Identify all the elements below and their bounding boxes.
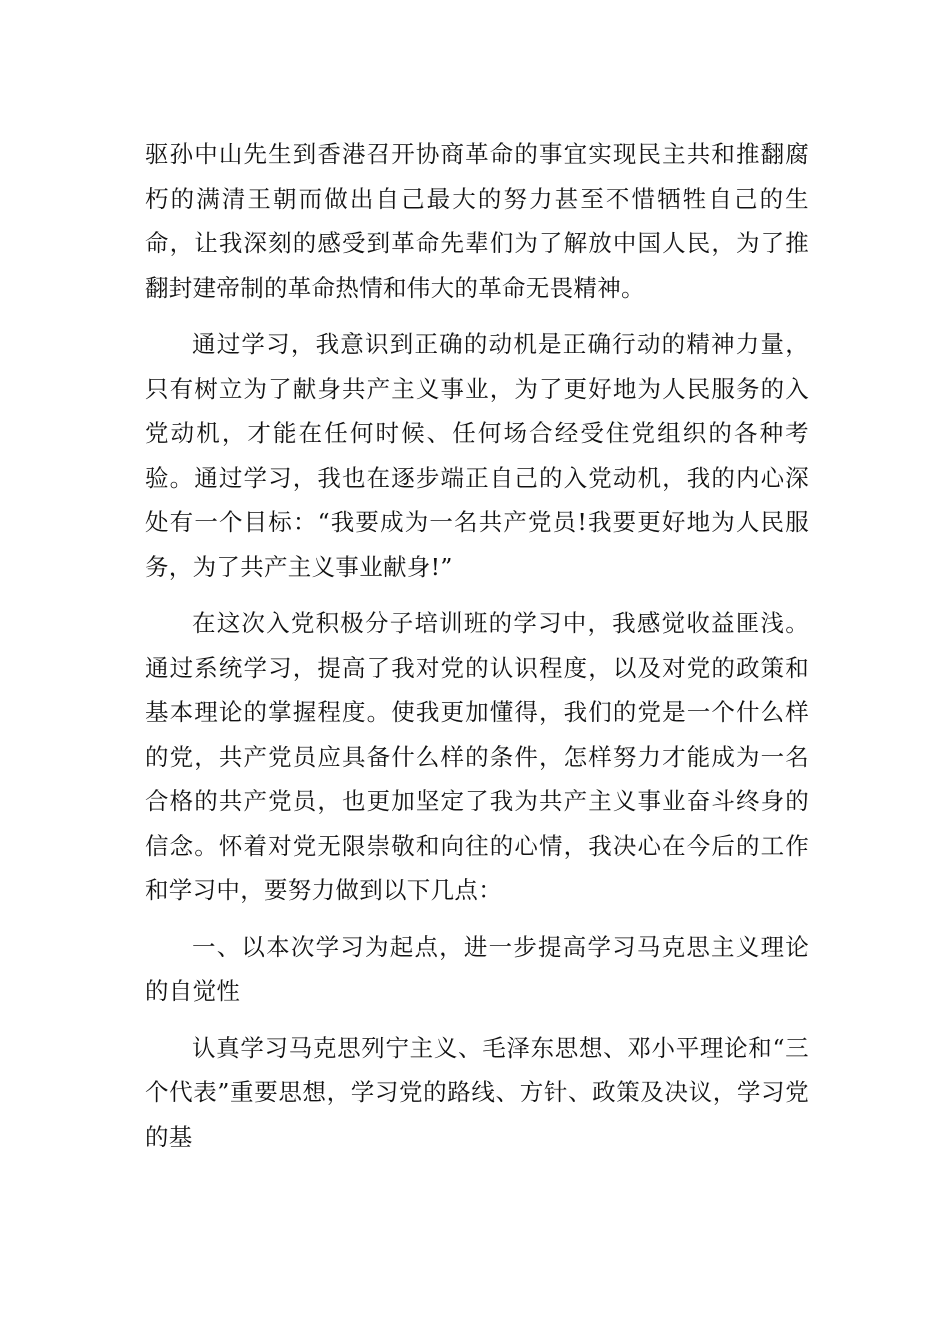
paragraph: 驱孙中山先生到香港召开协商革命的事宜实现民主共和推翻腐朽的满清王朝而做出自己最大的努力甚至不惜牺牲自己的生命，让我深刻的感受到革命先辈们为了解放中国人民，为了推翻封建帝制的革命热情和伟大的革命无畏精神。	[145, 140, 809, 302]
paragraph: 在这次入党积极分子培训班的学习中，我感觉收益匪浅。通过系统学习，提高了我对党的认识程度，以及对党的政策和基本理论的掌握程度。使我更加懂得，我们的党是一个什么样的党，共产党员应具备什么样的条件，怎样努力才能成为一名合格的共产党员，也更加坚定了我为共产主义事业奋斗终身的信念。怀着对党无限崇敬和向往的心情，我决心在今后的工作和学习中，要努力做到以下几点：	[145, 609, 809, 904]
document-body	[145, 132, 809, 1171]
paragraph: 认真学习马克思列宁主义、毛泽东思想、邓小平理论和“三个代表”重要思想，学习党的路线、方针、政策及决议，学习党的基	[145, 1033, 809, 1151]
section-heading: 一、以本次学习为起点，进一步提高学习马克思主义理论的自觉性	[145, 932, 809, 1005]
paragraph: 通过学习，我意识到正确的动机是正确行动的精神力量，只有树立为了献身共产主义事业，为了更好地为人民服务的入党动机，才能在任何时候、任何场合经受住党组织的各种考验。通过学习，我也在逐步端正自己的入党动机，我的内心深处有一个目标：“我要成为一名共产党员!我要更好地为人民服务，为了共产主义事业献身!”	[145, 330, 809, 581]
